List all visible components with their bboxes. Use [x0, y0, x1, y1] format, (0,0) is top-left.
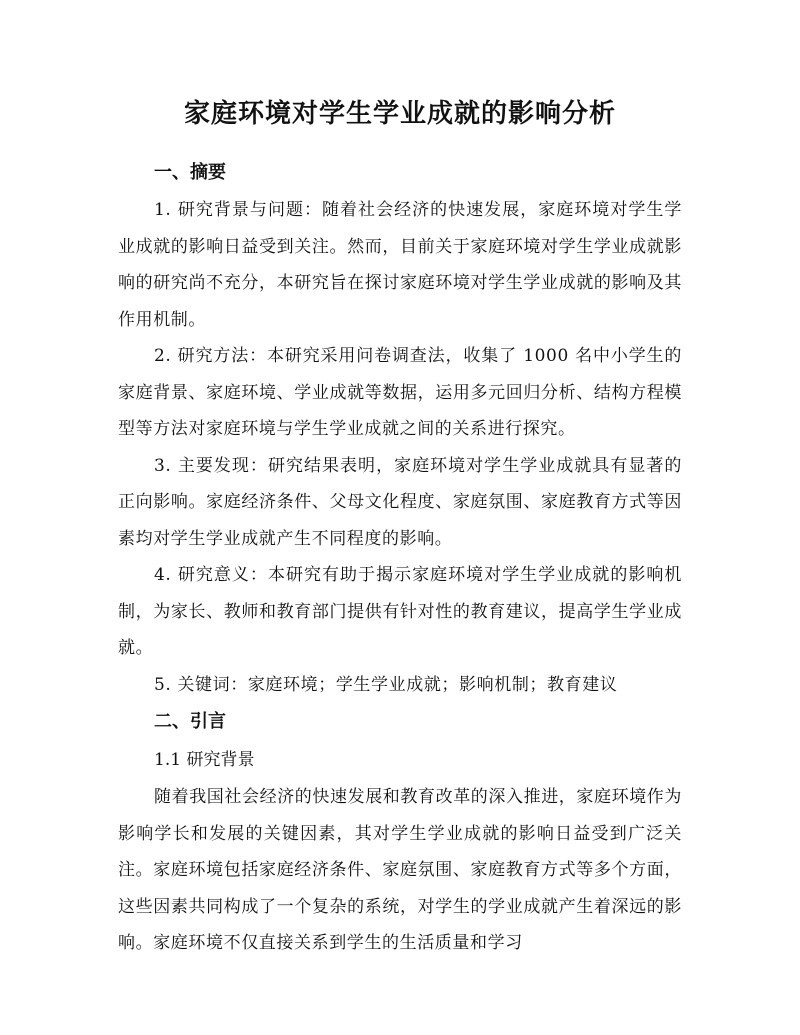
- abstract-item-methods: 2. 研究方法：本研究采用问卷调查法，收集了 1000 名中小学生的家庭背景、家庭环境、学业成就等数据，运用多元回归分析、结构方程模型等方法对家庭环境与学生学业成就之间的关系进行探究。: [118, 346, 682, 439]
- research-background-paragraph: 随着我国社会经济的快速发展和教育改革的深入推进，家庭环境作为影响学长和发展的关键因素，其对学生学业成就的影响日益受到广泛关注。家庭环境包括家庭经济条件、家庭氛围、家庭教育方式等多个方面，这些因素共同构成了一个复杂的系统，对学生的学业成就产生着深远的影响。家庭环境不仅直接关系到学生的生活质量和学习: [118, 787, 682, 953]
- abstract-heading: 一、摘要: [154, 162, 226, 183]
- document-title: 家庭环境对学生学业成就的影响分析: [183, 99, 616, 129]
- research-background-heading: 1.1 研究背景: [154, 750, 255, 770]
- introduction-heading: 二、引言: [154, 711, 226, 732]
- abstract-item-keywords: 5. 关键词：家庭环境；学生学业成就；影响机制；教育建议: [154, 674, 618, 695]
- abstract-item-findings: 3. 主要发现：研究结果表明，家庭环境对学生学业成就具有显著的正向影响。家庭经济条件、父母文化程度、家庭氛围、家庭教育方式等因素均对学生学业成就产生不同程度的影响。: [118, 455, 682, 549]
- abstract-item-background: 1. 研究背景与问题：随着社会经济的快速发展，家庭环境对学生学业成就的影响日益受到关注。然而，目前关于家庭环境对学生学业成就影响的研究尚不充分，本研究旨在探讨家庭环境对学生学业成就的影响及其作用机制。: [118, 200, 682, 330]
- abstract-item-significance: 4. 研究意义：本研究有助于揭示家庭环境对学生学业成就的影响机制，为家长、教师和教育部门提供有针对性的教育建议，提高学生学业成就。: [118, 565, 682, 658]
